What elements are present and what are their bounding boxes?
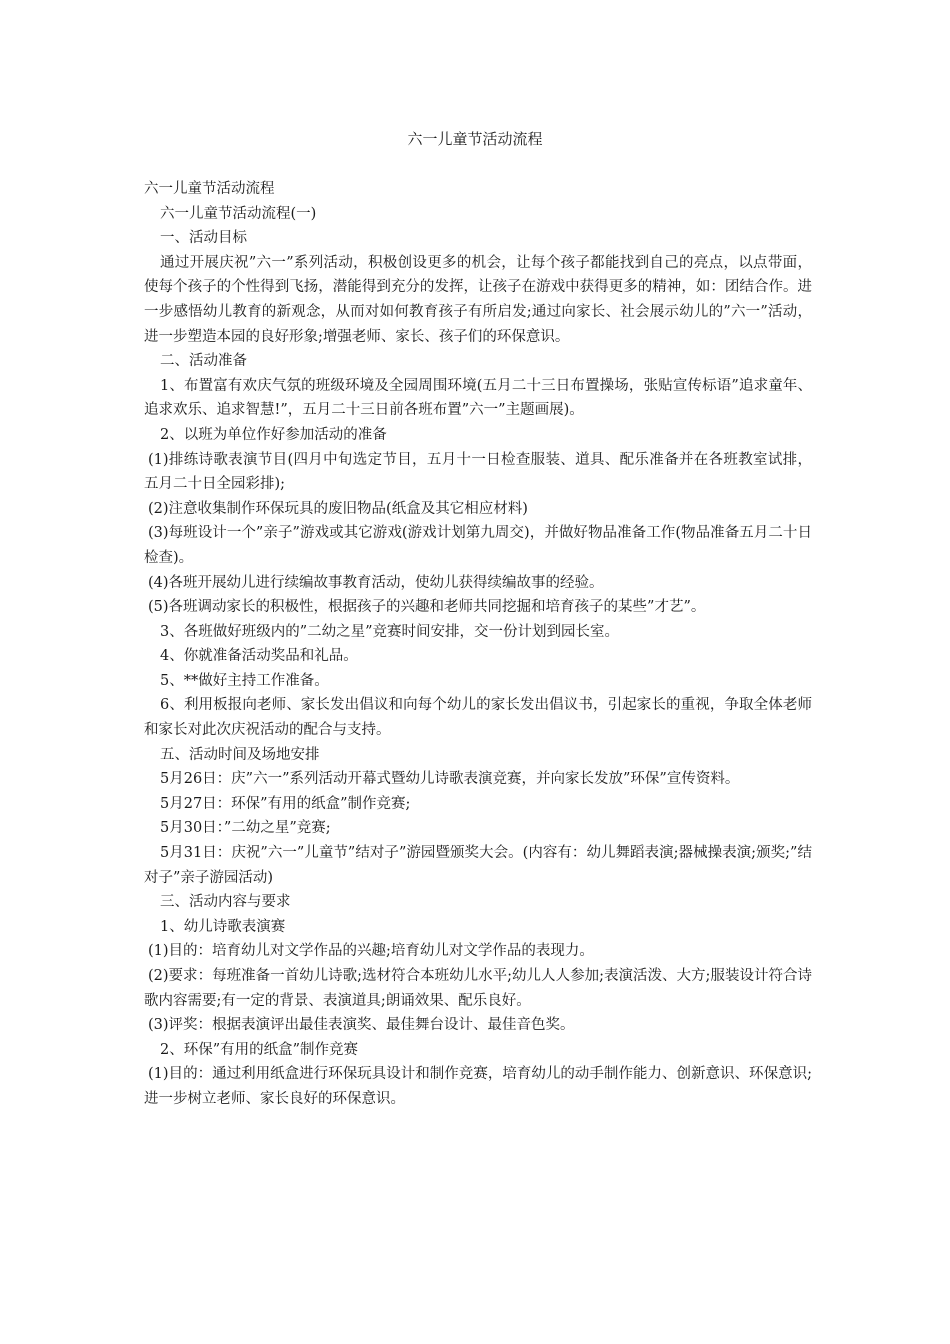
schedule-item: 5月26日：庆”六一”系列活动开幕式暨幼儿诗歌表演竞赛，并向家长发放”环保”宣传资料。 <box>160 771 740 788</box>
list-item: (2)注意收集制作环保玩具的废旧物品(纸盒及其它相应材料) <box>148 500 528 517</box>
section-heading: 一、活动目标 <box>160 230 247 247</box>
paragraph: 通过开展庆祝”六一”系列活动，积极创设更多的机会，让每个孩子都能找到自己的亮点，以点带面，使每个孩子的个性得到飞扬，潜能得到充分的发挥，让孩子在游戏中获得更多的精神，如：团结合作。进一步感悟幼儿教育的新观念，从而对如何教育孩子有所启发;通过向家长、社会展示幼儿的”六一”活动，进一步塑造本园的良好形象;增强老师、家长、孩子们的环保意识。 <box>144 254 812 345</box>
schedule-item: 5月31日：庆祝”六一”儿童节”结对子”游园暨颁奖大会。(内容有：幼儿舞蹈表演;器械操表演;颁奖;”结对子”亲子游园活动) <box>144 845 812 886</box>
list-item: (1)排练诗歌表演节目(四月中旬选定节目，五月十一日检查服装、道具、配乐准备并在各班教室试排，五月二十日全园彩排); <box>144 451 812 493</box>
document-body <box>144 177 812 1112</box>
section-heading: 五、活动时间及场地安排 <box>160 746 320 763</box>
paragraph: 2、以班为单位作好参加活动的准备 <box>160 426 387 443</box>
list-item: (5)各班调动家长的积极性，根据孩子的兴趣和老师共同挖掘和培育孩子的某些”才艺”。 <box>148 599 706 616</box>
paragraph: 4、你就准备活动奖品和礼品。 <box>160 648 358 665</box>
list-item: (2)要求：每班准备一首幼儿诗歌;选材符合本班幼儿水平;幼儿人人参加;表演活泼、大方;服装设计符合诗歌内容需要;有一定的背景、表演道具;朗诵效果、配乐良好。 <box>144 968 812 1009</box>
page-title: 六一儿童节活动流程 <box>407 130 543 148</box>
paragraph: 3、各班做好班级内的”二幼之星”竞赛时间安排，交一份计划到园长室。 <box>160 623 620 640</box>
section-heading: 三、活动内容与要求 <box>160 894 291 911</box>
section-heading: 二、活动准备 <box>160 353 247 370</box>
schedule-item: 5月27日：环保”有用的纸盒”制作竞赛; <box>160 795 411 812</box>
list-item: (4)各班开展幼儿进行续编故事教育活动，使幼儿获得续编故事的经验。 <box>148 574 604 591</box>
paragraph: 5、**做好主持工作准备。 <box>160 672 329 689</box>
paragraph: 六一儿童节活动流程(一) <box>160 205 317 222</box>
list-item: (1)目的：通过利用纸盒进行环保玩具设计和制作竞赛，培育幼儿的动手制作能力、创新意识、环保意识;进一步树立老师、家长良好的环保意识。 <box>144 1066 812 1107</box>
list-item: (3)评奖：根据表演评出最佳表演奖、最佳舞台设计、最佳音色奖。 <box>148 1017 575 1034</box>
list-item: (1)目的：培育幼儿对文学作品的兴趣;培育幼儿对文学作品的表现力。 <box>148 943 594 960</box>
paragraph: 2、环保”有用的纸盒”制作竞赛 <box>160 1041 359 1058</box>
paragraph: 1、布置富有欢庆气氛的班级环境及全园周围环境(五月二十三日布置操场，张贴宣传标语”追求童年、追求欢乐、追求智慧!”，五月二十三日前各班布置”六一”主题画展)。 <box>144 377 812 419</box>
paragraph: 6、利用板报向老师、家长发出倡议和向每个幼儿的家长发出倡议书，引起家长的重视，争取全体老师和家长对此次庆祝活动的配合与支持。 <box>144 697 812 739</box>
schedule-item: 5月30日：”二幼之星”竞赛; <box>160 820 331 837</box>
paragraph: 1、幼儿诗歌表演赛 <box>160 918 286 935</box>
paragraph: 六一儿童节活动流程 <box>144 181 275 197</box>
list-item: (3)每班设计一个”亲子”游戏或其它游戏(游戏计划第九周交)，并做好物品准备工作(物品准备五月二十日检查)。 <box>144 525 812 566</box>
